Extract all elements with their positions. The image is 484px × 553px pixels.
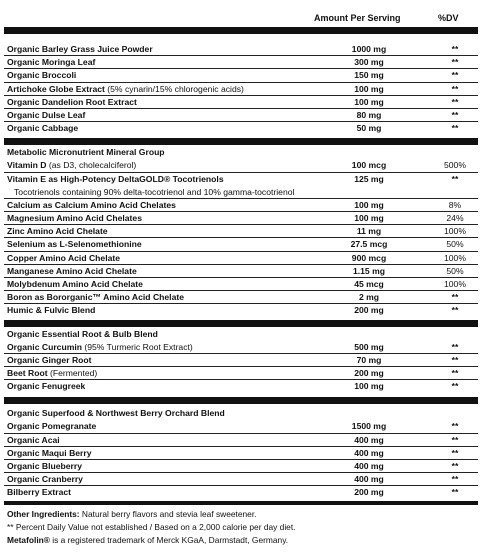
ingredient-dv: ** — [451, 434, 459, 445]
ingredient-dv: ** — [451, 70, 459, 81]
ingredient-amount: 50 mg — [356, 123, 382, 134]
ingredient-amount: 300 mg — [354, 57, 384, 68]
ingredient-dv: ** — [451, 487, 459, 498]
table-header — [4, 0, 478, 27]
ingredient-amount: 2 mg — [358, 292, 380, 303]
table-row — [4, 238, 478, 251]
table-row — [4, 473, 478, 486]
dv-footnote: ** Percent Daily Value not established / Based on a 2,000 calorie per day diet. — [7, 522, 296, 533]
table-row — [4, 420, 478, 433]
ingredient-name: Organic Cranberry — [7, 474, 83, 485]
trademark-note: Metafolin® is a registered trademark of Merck KGaA, Darmstadt, Germany. — [7, 535, 289, 546]
ingredient-amount: 200 mg — [354, 487, 384, 498]
ingredient-amount: 900 mcg — [351, 252, 387, 263]
table-row — [4, 122, 478, 135]
ingredient-amount: 80 mg — [356, 109, 382, 120]
ingredient-name: Humic & Fulvic Blend — [7, 305, 96, 316]
ingredient-amount: 1000 mg — [351, 44, 387, 54]
ingredient-dv: 50% — [446, 265, 464, 276]
ingredient-amount: 100 mg — [354, 199, 384, 210]
ingredient-name: Organic Fenugreek — [7, 381, 86, 392]
ingredient-name: Magnesium Amino Acid Chelates — [7, 213, 142, 224]
ingredient-dv: ** — [451, 83, 459, 94]
ingredient-amount: 45 mcg — [354, 279, 384, 289]
ingredient-name: Organic Ginger Root — [7, 354, 92, 365]
ingredient-amount: 100 mg — [354, 213, 384, 224]
ingredient-name: Organic Dulse Leaf — [7, 109, 86, 120]
group-minerals — [4, 145, 478, 317]
ingredient-name: Zinc Amino Acid Chelate — [7, 226, 108, 237]
ingredient-amount: 100 mcg — [351, 160, 387, 171]
ingredient-amount: 200 mg — [354, 367, 384, 378]
ingredient-name: Selenium as L-Selenomethionine — [7, 239, 142, 250]
ingredient-name: Vitamin D (as D3, cholecalciferol) — [7, 160, 137, 171]
ingredient-dv: ** — [451, 305, 459, 316]
divider-thick — [4, 138, 478, 145]
ingredient-name: Boron as Bororganic™ Amino Acid Chelate — [7, 292, 184, 303]
ingredient-amount: 100 mg — [354, 96, 384, 107]
table-row — [4, 304, 478, 317]
table-row — [4, 109, 478, 122]
divider-thick — [4, 320, 478, 327]
group-root-bulb — [4, 327, 478, 394]
ingredient-name: Organic Barley Grass Juice Powder — [7, 44, 153, 54]
ingredient-name: Organic Pomegranate — [7, 421, 97, 432]
table-row — [4, 159, 478, 172]
ingredient-dv: ** — [451, 57, 459, 68]
ingredient-dv: ** — [451, 460, 459, 471]
table-row — [4, 83, 478, 96]
ingredient-dv: ** — [451, 367, 459, 378]
ingredient-amount: 400 mg — [354, 474, 384, 485]
ingredient-name: Organic Moringa Leaf — [7, 57, 96, 68]
ingredient-dv: 50% — [446, 239, 464, 250]
section-title: Organic Superfood & Northwest Berry Orchard Blend — [7, 408, 225, 419]
ingredient-name: Calcium as Calcium Amino Acid Chelates — [7, 199, 176, 210]
ingredient-dv: ** — [451, 447, 459, 458]
ingredient-amount: 400 mg — [354, 434, 384, 445]
section-title: Organic Essential Root & Bulb Blend — [7, 328, 158, 339]
ingredient-dv: ** — [451, 341, 459, 352]
ingredient-name: Artichoke Globe Extract (5% cynarin/15% chlorogenic acids) — [7, 83, 244, 94]
ingredient-dv: 100% — [444, 279, 466, 289]
ingredient-amount: 125 mg — [354, 173, 384, 184]
daily-value-heading: %DV — [438, 13, 459, 23]
ingredient-name: Organic Broccoli — [7, 70, 77, 81]
table-row — [4, 96, 478, 109]
ingredient-name: Molybdenum Amino Acid Chelate — [7, 279, 143, 289]
table-row — [4, 354, 478, 367]
ingredient-name: Organic Maqui Berry — [7, 447, 92, 458]
ingredient-name: Beet Root (Fermented) — [7, 367, 98, 378]
group-greens — [4, 43, 478, 135]
ingredient-amount: 1.15 mg — [352, 265, 385, 276]
table-row — [4, 486, 478, 499]
footer-notes — [4, 508, 478, 547]
ingredient-name: Vitamin E as High-Potency DeltaGOLD® Tocotrienols — [7, 173, 224, 184]
table-row — [4, 380, 478, 393]
ingredient-name: Bilberry Extract — [7, 487, 72, 498]
ingredient-dv: 8% — [448, 199, 462, 210]
table-row-sub — [4, 186, 478, 199]
ingredient-amount: 400 mg — [354, 447, 384, 458]
table-row — [4, 278, 478, 291]
table-row — [4, 173, 478, 186]
ingredient-name: Organic Dandelion Root Extract — [7, 96, 137, 107]
ingredient-name: Organic Curcumin (95% Turmeric Root Extract) — [7, 341, 193, 352]
ingredient-dv: ** — [451, 354, 459, 365]
ingredient-subnote: Tocotrienols containing 90% delta-tocotrienol and 10% gamma-tocotrienol — [14, 186, 295, 197]
table-row — [4, 69, 478, 82]
ingredient-name: Organic Cabbage — [7, 123, 79, 134]
table-row — [4, 460, 478, 473]
ingredient-dv: ** — [451, 421, 459, 432]
ingredient-dv: ** — [451, 381, 459, 392]
section-title: Metabolic Micronutrient Mineral Group — [7, 147, 165, 158]
table-row — [4, 367, 478, 380]
table-row — [4, 291, 478, 304]
ingredient-name: Manganese Amino Acid Chelate — [7, 265, 137, 276]
table-row — [4, 434, 478, 447]
ingredient-dv: ** — [451, 292, 459, 303]
ingredient-dv: ** — [451, 474, 459, 485]
ingredient-dv: 24% — [446, 213, 464, 224]
ingredient-amount: 70 mg — [356, 354, 382, 365]
ingredient-dv: ** — [451, 173, 459, 184]
ingredient-amount: 100 mg — [354, 381, 384, 392]
table-row — [4, 265, 478, 278]
table-row — [4, 252, 478, 265]
amount-per-serving-heading: Amount Per Serving — [314, 13, 401, 23]
ingredient-amount: 400 mg — [354, 460, 384, 471]
table-row — [4, 199, 478, 212]
ingredient-dv: ** — [451, 96, 459, 107]
ingredient-amount: 500 mg — [354, 341, 384, 352]
group-berry-blend — [4, 406, 478, 499]
table-row — [4, 212, 478, 225]
ingredient-amount: 11 mg — [356, 226, 382, 237]
ingredient-amount: 200 mg — [354, 305, 384, 316]
table-row — [4, 225, 478, 238]
ingredient-dv: 100% — [444, 226, 466, 237]
divider-thick — [4, 27, 478, 34]
ingredient-dv: ** — [451, 44, 459, 54]
ingredient-amount: 150 mg — [354, 70, 384, 81]
ingredient-dv: ** — [451, 109, 459, 120]
ingredient-name: Organic Blueberry — [7, 460, 82, 471]
divider-thick — [4, 397, 478, 404]
ingredient-amount: 27.5 mcg — [350, 239, 388, 250]
ingredient-amount: 1500 mg — [351, 421, 387, 432]
supplement-facts-panel — [4, 0, 478, 547]
ingredient-name: Copper Amino Acid Chelate — [7, 252, 121, 263]
ingredient-amount: 100 mg — [354, 83, 384, 94]
ingredient-dv: 500% — [444, 160, 466, 171]
table-row — [4, 43, 478, 56]
table-row — [4, 56, 478, 69]
ingredient-dv: ** — [451, 123, 459, 134]
ingredient-dv: 100% — [444, 252, 466, 263]
table-row — [4, 447, 478, 460]
table-row — [4, 341, 478, 354]
ingredient-name: Organic Acai — [7, 434, 60, 445]
other-ingredients: Other Ingredients: Natural berry flavors and stevia leaf sweetener. — [7, 509, 257, 520]
